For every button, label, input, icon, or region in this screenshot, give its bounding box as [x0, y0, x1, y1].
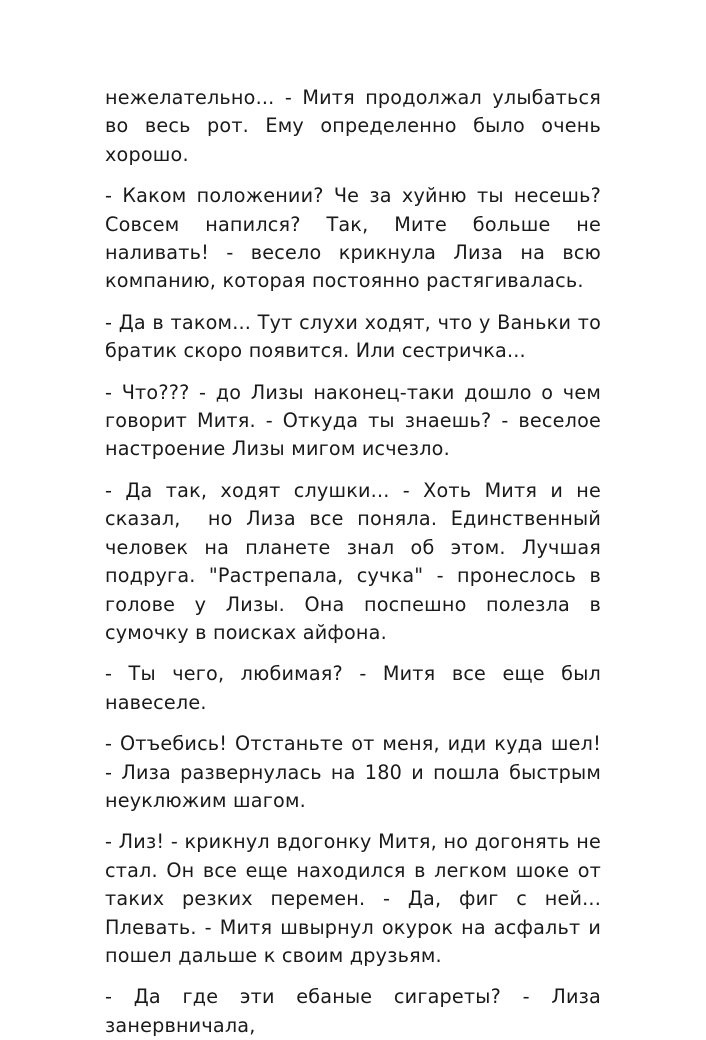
- paragraph: - Да так, ходят слушки... - Хоть Митя и не сказал, но Лиза все поняла. Единственный человек на планете знал об этом. Лучшая подруга. "Растрепала, сучка" - пронеслось в голове у Лизы. Она поспешно полезла в сумочку в поисках айфона.: [105, 478, 608, 644]
- paragraph: - Ты чего, любимая? - Митя все еще был навеселе.: [105, 662, 608, 714]
- paragraph: - Что??? - до Лизы наконец-таки дошло о чем говорит Митя. - Откуда ты знаешь? - веселое настроение Лизы мигом исчезло.: [105, 380, 608, 461]
- paragraph: нежелательно... - Митя продолжал улыбаться во весь рот. Ему определенно было очень хорошо.: [105, 86, 608, 166]
- paragraph: - Каком положении? Че за хуйню ты несешь? Совсем напился? Так, Мите больше не наливать! - весело крикнула Лиза на всю компанию, которая постоянно растягивалась.: [105, 184, 608, 293]
- paragraph: - Лиз! - крикнул вдогонку Митя, но догонять не стал. Он все еще находился в легком шоке от таких резких перемен. - Да, фиг с ней... Плевать. - Митя швырнул окурок на асфальт и пошел дальше к своим друзьям.: [105, 830, 608, 967]
- paragraph: - Да в таком... Тут слухи ходят, что у Ваньки то братик скоро появится. Или сестричка...: [105, 310, 608, 363]
- document-text-column: [105, 84, 608, 1040]
- paragraph: - Отъебись! Отстаньте от меня, иди куда шел! - Лиза развернулась на 180 и пошла быстрым неуклюжим шагом.: [105, 732, 608, 812]
- paragraph: - Да где эти ебаные сигареты? - Лиза занервничала,: [105, 985, 608, 1037]
